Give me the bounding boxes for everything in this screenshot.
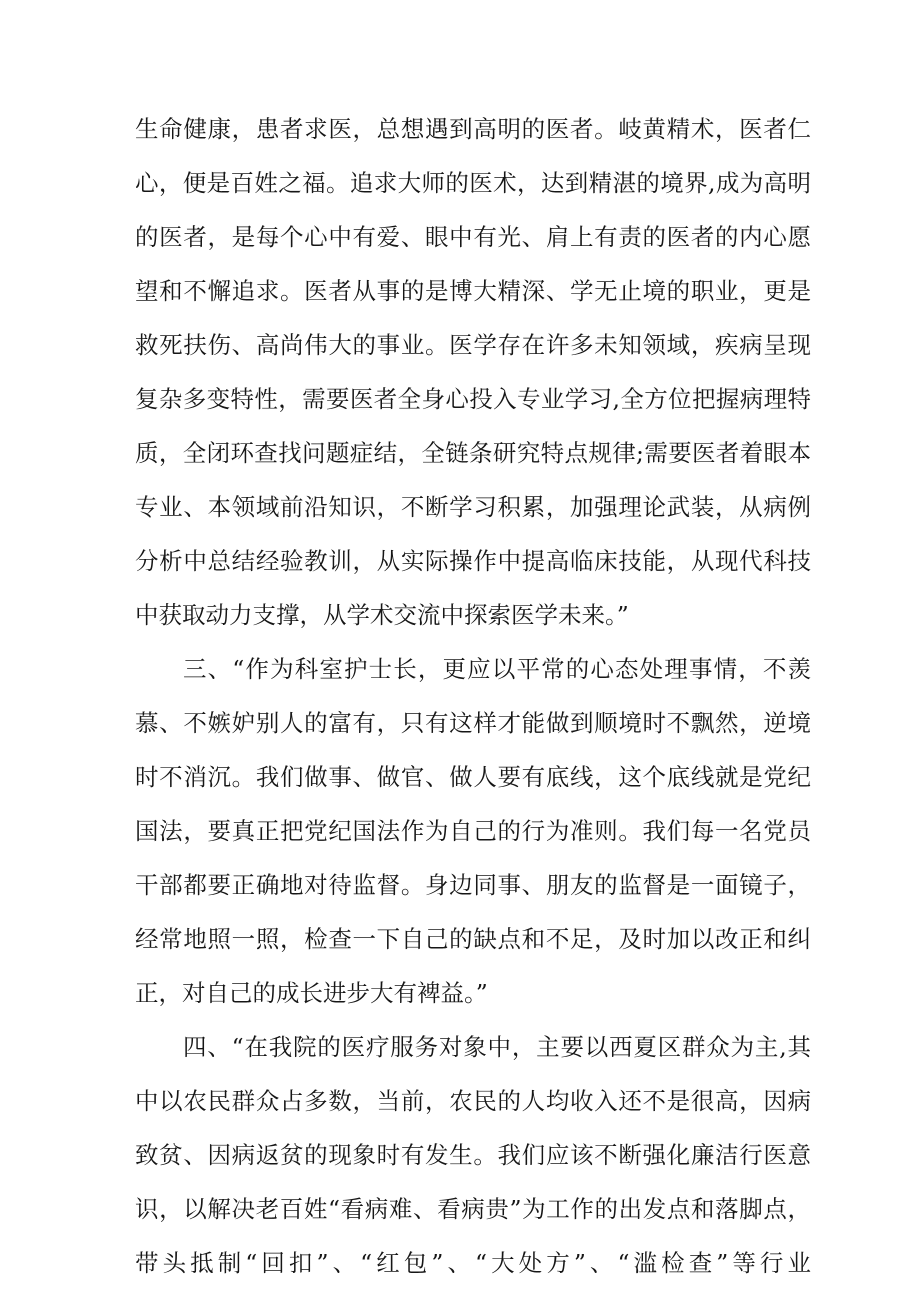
text-line: 质，全闭环查找问题症结，全链条研究特点规律;需要医者着眼本 [135, 439, 811, 467]
text-line: 生命健康，患者求医，总想遇到高明的医者。岐黄精术，医者仁 [135, 115, 811, 143]
text-line: 专业、本领域前沿知识，不断学习积累，加强理论武装，从病例 [135, 493, 811, 521]
text-line: 国法，要真正把党纪国法作为自己的行为准则。我们每一名党员 [135, 817, 811, 845]
text-line: 正，对自己的成长进步大有裨益。” [135, 979, 488, 1007]
text-line: 心，便是百姓之福。追求大师的医术，达到精湛的境界,成为高明 [135, 169, 811, 197]
text-line: 识，以解决老百姓“看病难、看病贵”为工作的出发点和落脚点， [135, 1195, 811, 1223]
text-line: 中获取动力支撑，从学术交流中探索医学未来。” [135, 601, 629, 629]
text-line: 带头抵制“回扣”、“红包”、“大处方”、“滥检查”等行业 [135, 1249, 811, 1277]
text-line: 复杂多变特性，需要医者全身心投入专业学习,全方位把握病理特 [135, 385, 811, 413]
paragraph-first-line: 三、“作为科室护士长，更应以平常的心态处理事情，不羡 [183, 655, 811, 683]
paragraph-first-line: 四、“在我院的医疗服务对象中，主要以西夏区群众为主,其 [183, 1033, 811, 1061]
text-line: 救死扶伤、高尚伟大的事业。医学存在许多未知领域，疾病呈现 [135, 331, 811, 359]
text-line: 干部都要正确地对待监督。身边同事、朋友的监督是一面镜子， [135, 871, 811, 899]
text-line: 经常地照一照，检查一下自己的缺点和不足，及时加以改正和纠 [135, 925, 811, 953]
text-line: 分析中总结经验教训，从实际操作中提高临床技能，从现代科技 [135, 547, 811, 575]
text-line: 的医者，是每个心中有爱、眼中有光、肩上有责的医者的内心愿 [135, 223, 811, 251]
text-line: 慕、不嫉妒别人的富有，只有这样才能做到顺境时不飘然，逆境 [135, 709, 811, 737]
document-body [135, 102, 811, 1290]
text-line: 中以农民群众占多数，当前，农民的人均收入还不是很高，因病 [135, 1087, 811, 1115]
text-line: 致贫、因病返贫的现象时有发生。我们应该不断强化廉洁行医意 [135, 1141, 811, 1169]
text-line: 望和不懈追求。医者从事的是博大精深、学无止境的职业，更是 [135, 277, 811, 305]
text-line: 时不消沉。我们做事、做官、做人要有底线，这个底线就是党纪 [135, 763, 811, 791]
